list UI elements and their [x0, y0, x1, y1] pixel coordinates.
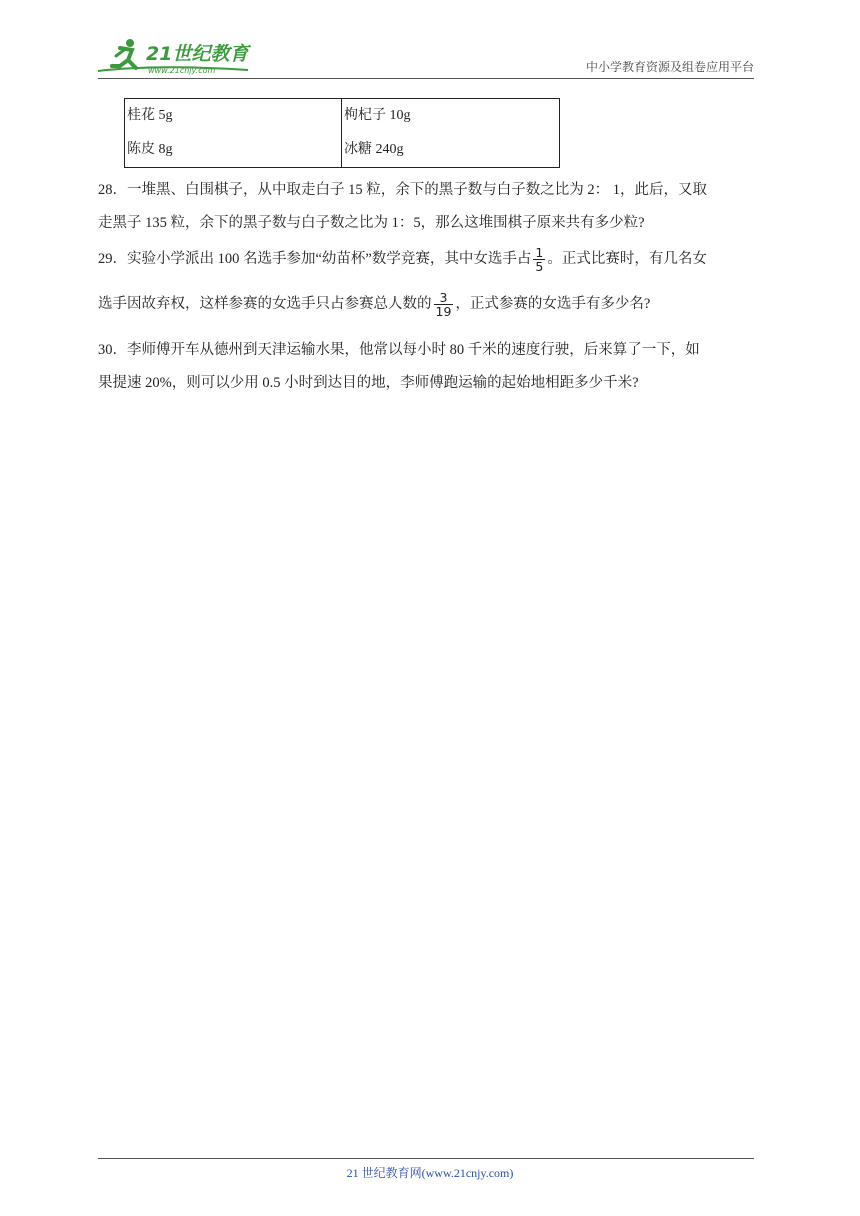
question-29-line-2: [98, 291, 650, 318]
question-29: [98, 246, 766, 326]
table-cell: 陈皮 8g: [127, 142, 173, 157]
fraction-denominator: 5: [535, 259, 544, 274]
logo-sub-text: www.21cnjy.com: [148, 66, 216, 75]
header-platform-text: 中小学教育资源及组卷应用平台: [585, 60, 754, 74]
question-28: [98, 178, 766, 238]
question-30-line-2: 果提速 20%，则可以少用 0.5 小时到达目的地，李师傅跑运输的起始地相距多少千米?: [98, 375, 639, 391]
runner-logo-icon: [98, 34, 258, 76]
question-28-line-2: 走黑子 135 粒，余下的黑子数与白子数之比为 1：5，那么这堆围棋子原来共有多少粒?: [98, 215, 645, 231]
site-logo[interactable]: [98, 34, 258, 76]
question-29-text-a: 29．实验小学派出 100 名选手参加“幼苗杯”数学竞赛，其中女选手占: [98, 250, 532, 267]
question-28-line-1: 28．一堆黑、白围棋子，从中取走白子 15 粒，余下的黑子数与白子数之比为 2： 1，此后，又取: [98, 182, 707, 198]
fraction-numerator: 1: [535, 245, 544, 260]
question-30: [98, 338, 766, 398]
table-cell: 冰糖 240g: [341, 133, 559, 167]
logo-main-text: 21世纪教育: [146, 43, 249, 65]
ingredients-table: [124, 98, 560, 168]
question-29-text-c: 选手因故弃权，这样参赛的女选手只占参赛总人数的: [98, 295, 432, 312]
footer-divider: [98, 1158, 754, 1159]
question-29-text-d: ，正式参赛的女选手有多少名?: [455, 295, 651, 312]
footer-link[interactable]: 21 世纪教育网(www.21cnjy.com): [346, 1166, 514, 1180]
page-header: [98, 30, 754, 79]
fraction-three-nineteenths: [434, 291, 454, 318]
fraction-denominator: 19: [435, 304, 452, 319]
table-cell: 桂花 5g: [127, 108, 173, 123]
fraction-numerator: 3: [439, 290, 448, 305]
question-29-line-1: [98, 246, 707, 273]
fraction-one-fifth: [533, 246, 545, 273]
question-29-text-b: 。正式比赛时，有几名女: [547, 250, 707, 267]
table-cell: 枸杞子 10g: [341, 99, 559, 133]
question-30-line-1: 30．李师傅开车从德州到天津运输水果，他常以每小时 80 千米的速度行驶，后来算了一下，如: [98, 342, 700, 358]
